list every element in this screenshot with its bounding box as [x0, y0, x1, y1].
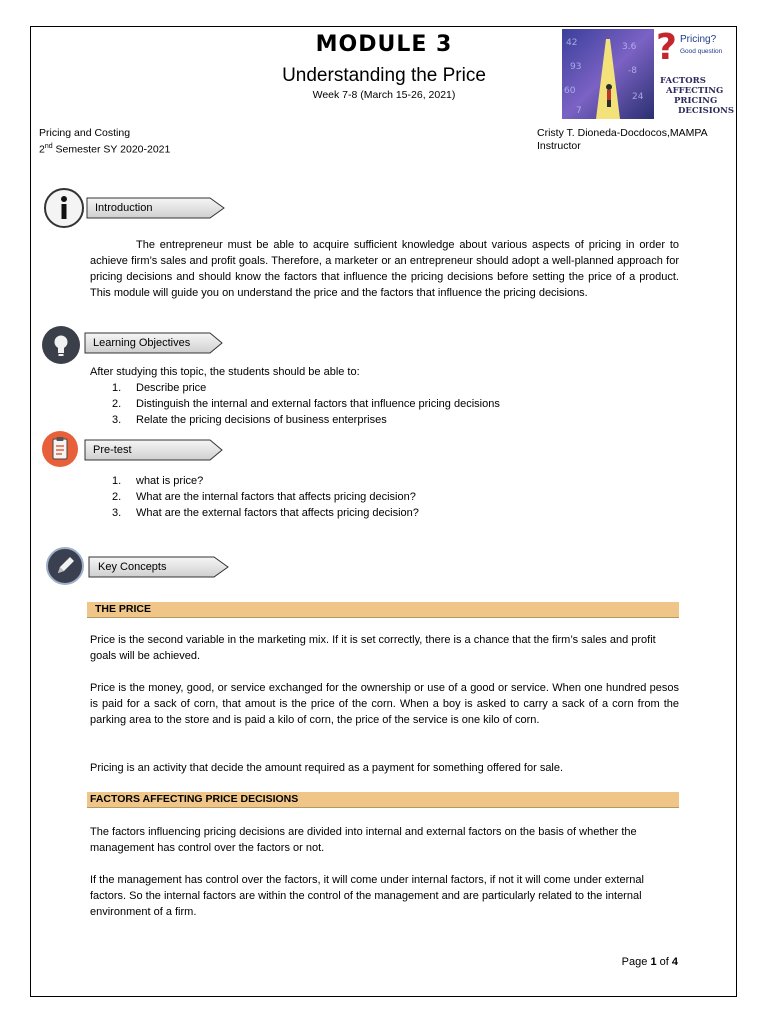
the-price-paragraph-2: Price is the money, good, or service exchanged for the ownership or use of a good or service. When one hundred pesos is paid for a sack of corn, that amout is the price of the corn. When a boy is asked to carry a sack of a corn from the parking area to the store and is paid a kilo of corn, the price of the service is one kilo of corn. — [90, 682, 679, 726]
the-price-paragraph-1: Price is the second variable in the marketing mix. If it is set correctly, there is a chance that the firm’s sales and profit goals will be achieved. — [90, 634, 656, 662]
hero-caption-4: DECISIONS — [678, 106, 735, 116]
list-item: 2. Distinguish the internal and external factors that influence pricing decisions — [112, 398, 500, 410]
course-info — [39, 127, 170, 157]
factors-paragraph-2: If the management has control over the factors, it will come under internal factors, if not it will come under external factors. So the internal factors are within the control of the management and are particularly related to the internal environment of a firm. — [90, 874, 644, 918]
svg-text:60: 60 — [564, 86, 576, 96]
module-title: MODULE 3 — [315, 32, 453, 57]
factors-heading: FACTORS AFFECTING PRICE DECISIONS — [87, 792, 679, 808]
objectives-list — [112, 380, 500, 428]
the-price-heading: THE PRICE — [87, 602, 679, 618]
svg-text:42: 42 — [566, 38, 578, 48]
week-dates: Week 7-8 (March 15-26, 2021) — [312, 89, 456, 101]
section-tag-objectives — [84, 332, 224, 354]
info-icon — [44, 188, 84, 228]
page-number: Page 1 of 4 — [621, 956, 678, 968]
section-label-objectives: Learning Objectives — [93, 337, 191, 349]
section-label-introduction: Introduction — [95, 202, 153, 214]
page-title: Understanding the Price — [282, 65, 486, 86]
list-item: 3. What are the external factors that affects pricing decision? — [112, 507, 419, 519]
section-tag-pretest — [84, 439, 224, 461]
section-tag-introduction — [86, 197, 226, 219]
svg-text:3.6: 3.6 — [622, 42, 637, 52]
factors-paragraph-1: The factors influencing pricing decisions are divided into internal and external factors on the basis of whether the management has control over the factors or not. — [90, 826, 637, 854]
section-label-key-concepts: Key Concepts — [98, 561, 167, 573]
lightbulb-icon — [42, 326, 80, 364]
svg-text:7: 7 — [576, 106, 582, 116]
hero-caption-3: PRICING — [674, 96, 718, 106]
hero-good-question: Good question — [680, 48, 723, 55]
list-item: 1. Describe price — [112, 382, 207, 394]
svg-text:-8: -8 — [628, 66, 637, 76]
hero-caption-2: AFFECTING — [666, 86, 724, 96]
factors-hero-image — [562, 29, 736, 119]
list-item: 3. Relate the pricing decisions of business enterprises — [112, 414, 387, 426]
instructor-info — [537, 127, 708, 153]
hero-pricing-text: Pricing? — [680, 34, 717, 45]
svg-text:93: 93 — [570, 62, 582, 72]
introduction-paragraph: The entrepreneur must be able to acquire sufficient knowledge about various aspects of pricing in order to achieve firm’s sales and profit goals. Therefore, a marketer or an entrepreneur should adopt a well-planned approach for pricing decisions and should know the factors that influence the pricing decisions before setting the price of a product. This module will guide you on understand the price and the factors that influence the pricing decisions. — [90, 239, 679, 299]
instructor-role: Instructor — [537, 140, 581, 152]
list-item: 2. What are the internal factors that affects pricing decision? — [112, 491, 416, 503]
pretest-list — [112, 473, 419, 521]
svg-text:24: 24 — [632, 92, 644, 102]
course-name: Pricing and Costing — [39, 127, 131, 139]
list-item: 1. what is price? — [112, 475, 204, 487]
clipboard-icon — [42, 431, 78, 467]
svg-text:?: ? — [656, 29, 677, 68]
the-price-paragraph-3: Pricing is an activity that decide the amount required as a payment for something offered for sale. — [90, 762, 564, 774]
instructor-name: Cristy T. Dioneda-Docdocos,MAMPA — [537, 127, 708, 139]
semester-line: 2nd Semester SY 2020-2021 — [39, 143, 171, 156]
section-tag-key-concepts — [88, 556, 230, 578]
pencil-icon — [46, 547, 84, 585]
section-label-pretest: Pre-test — [93, 444, 132, 456]
objectives-lead: After studying this topic, the students should be able to: — [90, 366, 360, 378]
hero-caption-1: FACTORS — [660, 76, 706, 86]
